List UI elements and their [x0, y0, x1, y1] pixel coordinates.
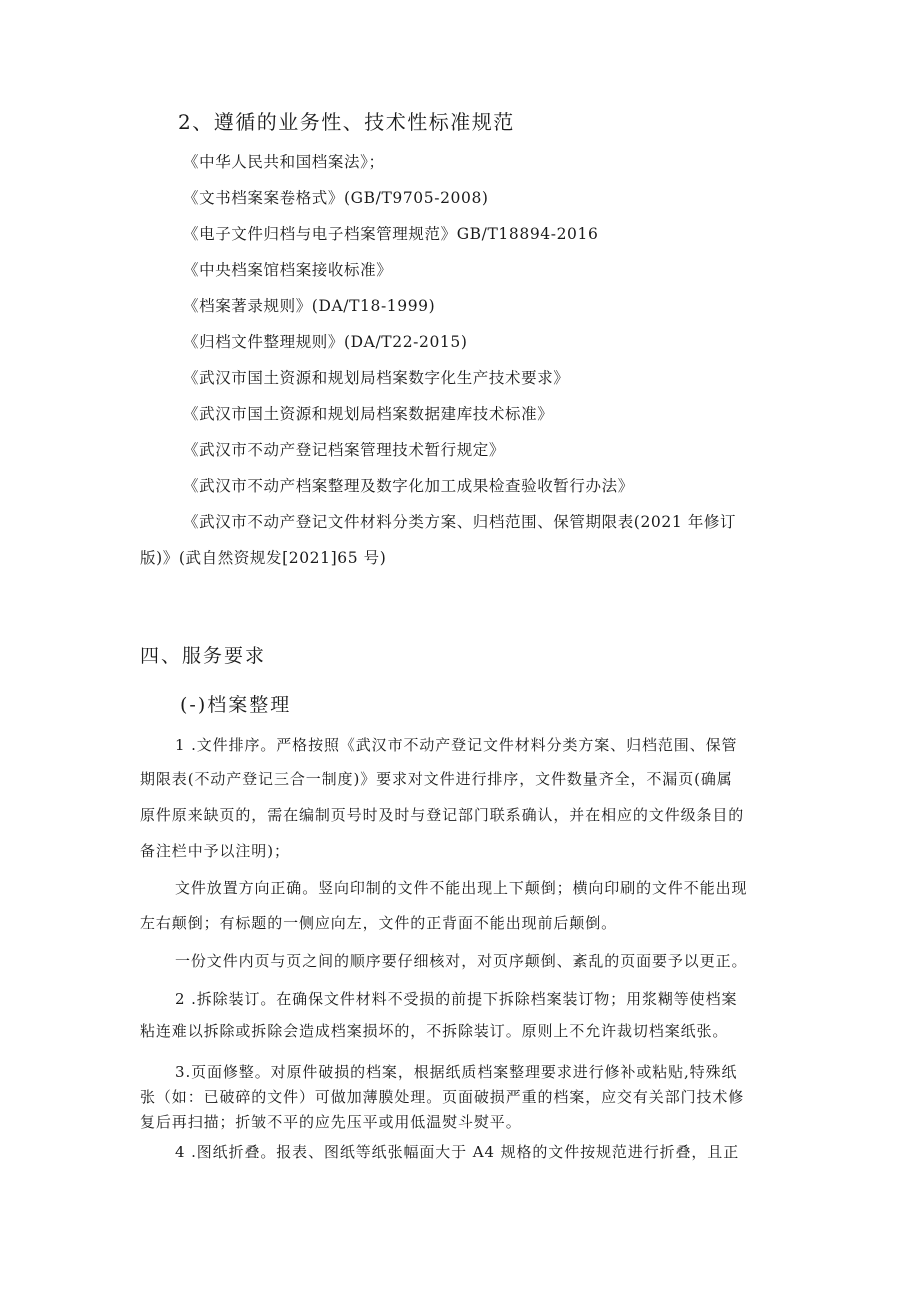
subsection-1-heading: (-)档案整理 — [180, 694, 292, 716]
standard-item-multiline-part1: 《武汉市不动产登记文件材料分类方案、归档范围、保管期限表(2021 年修订 — [183, 513, 737, 531]
section-2-heading: 2、遵循的业务性、技术性标准规范 — [178, 110, 515, 134]
paragraph-line: 期限表(不动产登记三合一制度)》要求对文件进行排序，文件数量齐全，不漏页(确属 — [140, 770, 733, 788]
standard-item: 《归档文件整理规则》(DA/T22-2015) — [183, 333, 468, 351]
paragraph-line: 原件原来缺页的，需在编制页号时及时与登记部门联系确认，并在相应的文件级条目的 — [140, 806, 745, 824]
paragraph-line: 2 .拆除装订。在确保文件材料不受损的前提下拆除档案装订物；用浆糊等使档案 — [175, 990, 738, 1008]
paragraph-line: 粘连难以拆除或拆除会造成档案损坏的，不拆除装订。原则上不允许裁切档案纸张。 — [140, 1022, 729, 1040]
paragraph-line: 1 .文件排序。严格按照《武汉市不动产登记文件材料分类方案、归档范围、保管 — [175, 736, 738, 754]
standard-item: 《电子文件归档与电子档案管理规范》GB/T18894-2016 — [183, 225, 599, 243]
paragraph-line: 4 .图纸折叠。报表、图纸等纸张幅面大于 A4 规格的文件按规范进行折叠，且正 — [175, 1143, 740, 1161]
standard-item: 《中华人民共和国档案法》； — [183, 153, 385, 171]
standard-item: 《武汉市国土资源和规划局档案数据建库技术标准》 — [183, 405, 554, 423]
standard-item: 《武汉市不动产档案整理及数字化加工成果检查验收暂行办法》 — [183, 477, 634, 495]
paragraph-line: 一份文件内页与页之间的顺序要仔细核对，对页序颠倒、紊乱的页面要予以更正。 — [175, 952, 748, 970]
paragraph-line: 左右颠倒；有标题的一侧应向左，文件的正背面不能出现前后颠倒。 — [140, 914, 618, 932]
standard-item: 《武汉市国土资源和规划局档案数字化生产技术要求》 — [183, 369, 570, 387]
paragraph-line: 文件放置方向正确。竖向印制的文件不能出现上下颠倒；横向印刷的文件不能出现 — [175, 879, 748, 897]
section-4-heading: 四、服务要求 — [140, 645, 267, 667]
standard-item: 《档案著录规则》(DA/T18-1999) — [183, 297, 436, 315]
paragraph-line: 复后再扫描；折皱不平的应先压平或用低温熨斗熨平。 — [140, 1113, 522, 1131]
paragraph-line: 备注栏中予以注明)； — [140, 842, 290, 860]
paragraph-line: 3.页面修整。对原件破损的档案，根据纸质档案整理要求进行修补或粘贴,特殊纸 — [175, 1063, 738, 1081]
standard-item: 《中央档案馆档案接收标准》 — [183, 261, 393, 279]
paragraph-line: 张（如：已破碎的文件）可做加薄膜处理。页面破损严重的档案，应交有关部门技术修 — [140, 1088, 745, 1106]
standard-item: 《文书档案案卷格式》(GB/T9705-2008) — [183, 189, 489, 207]
standard-item-multiline-part2: 版)》(武自然资规发[2021]65 号) — [140, 549, 387, 567]
standard-item: 《武汉市不动产登记档案管理技术暂行规定》 — [183, 441, 506, 459]
